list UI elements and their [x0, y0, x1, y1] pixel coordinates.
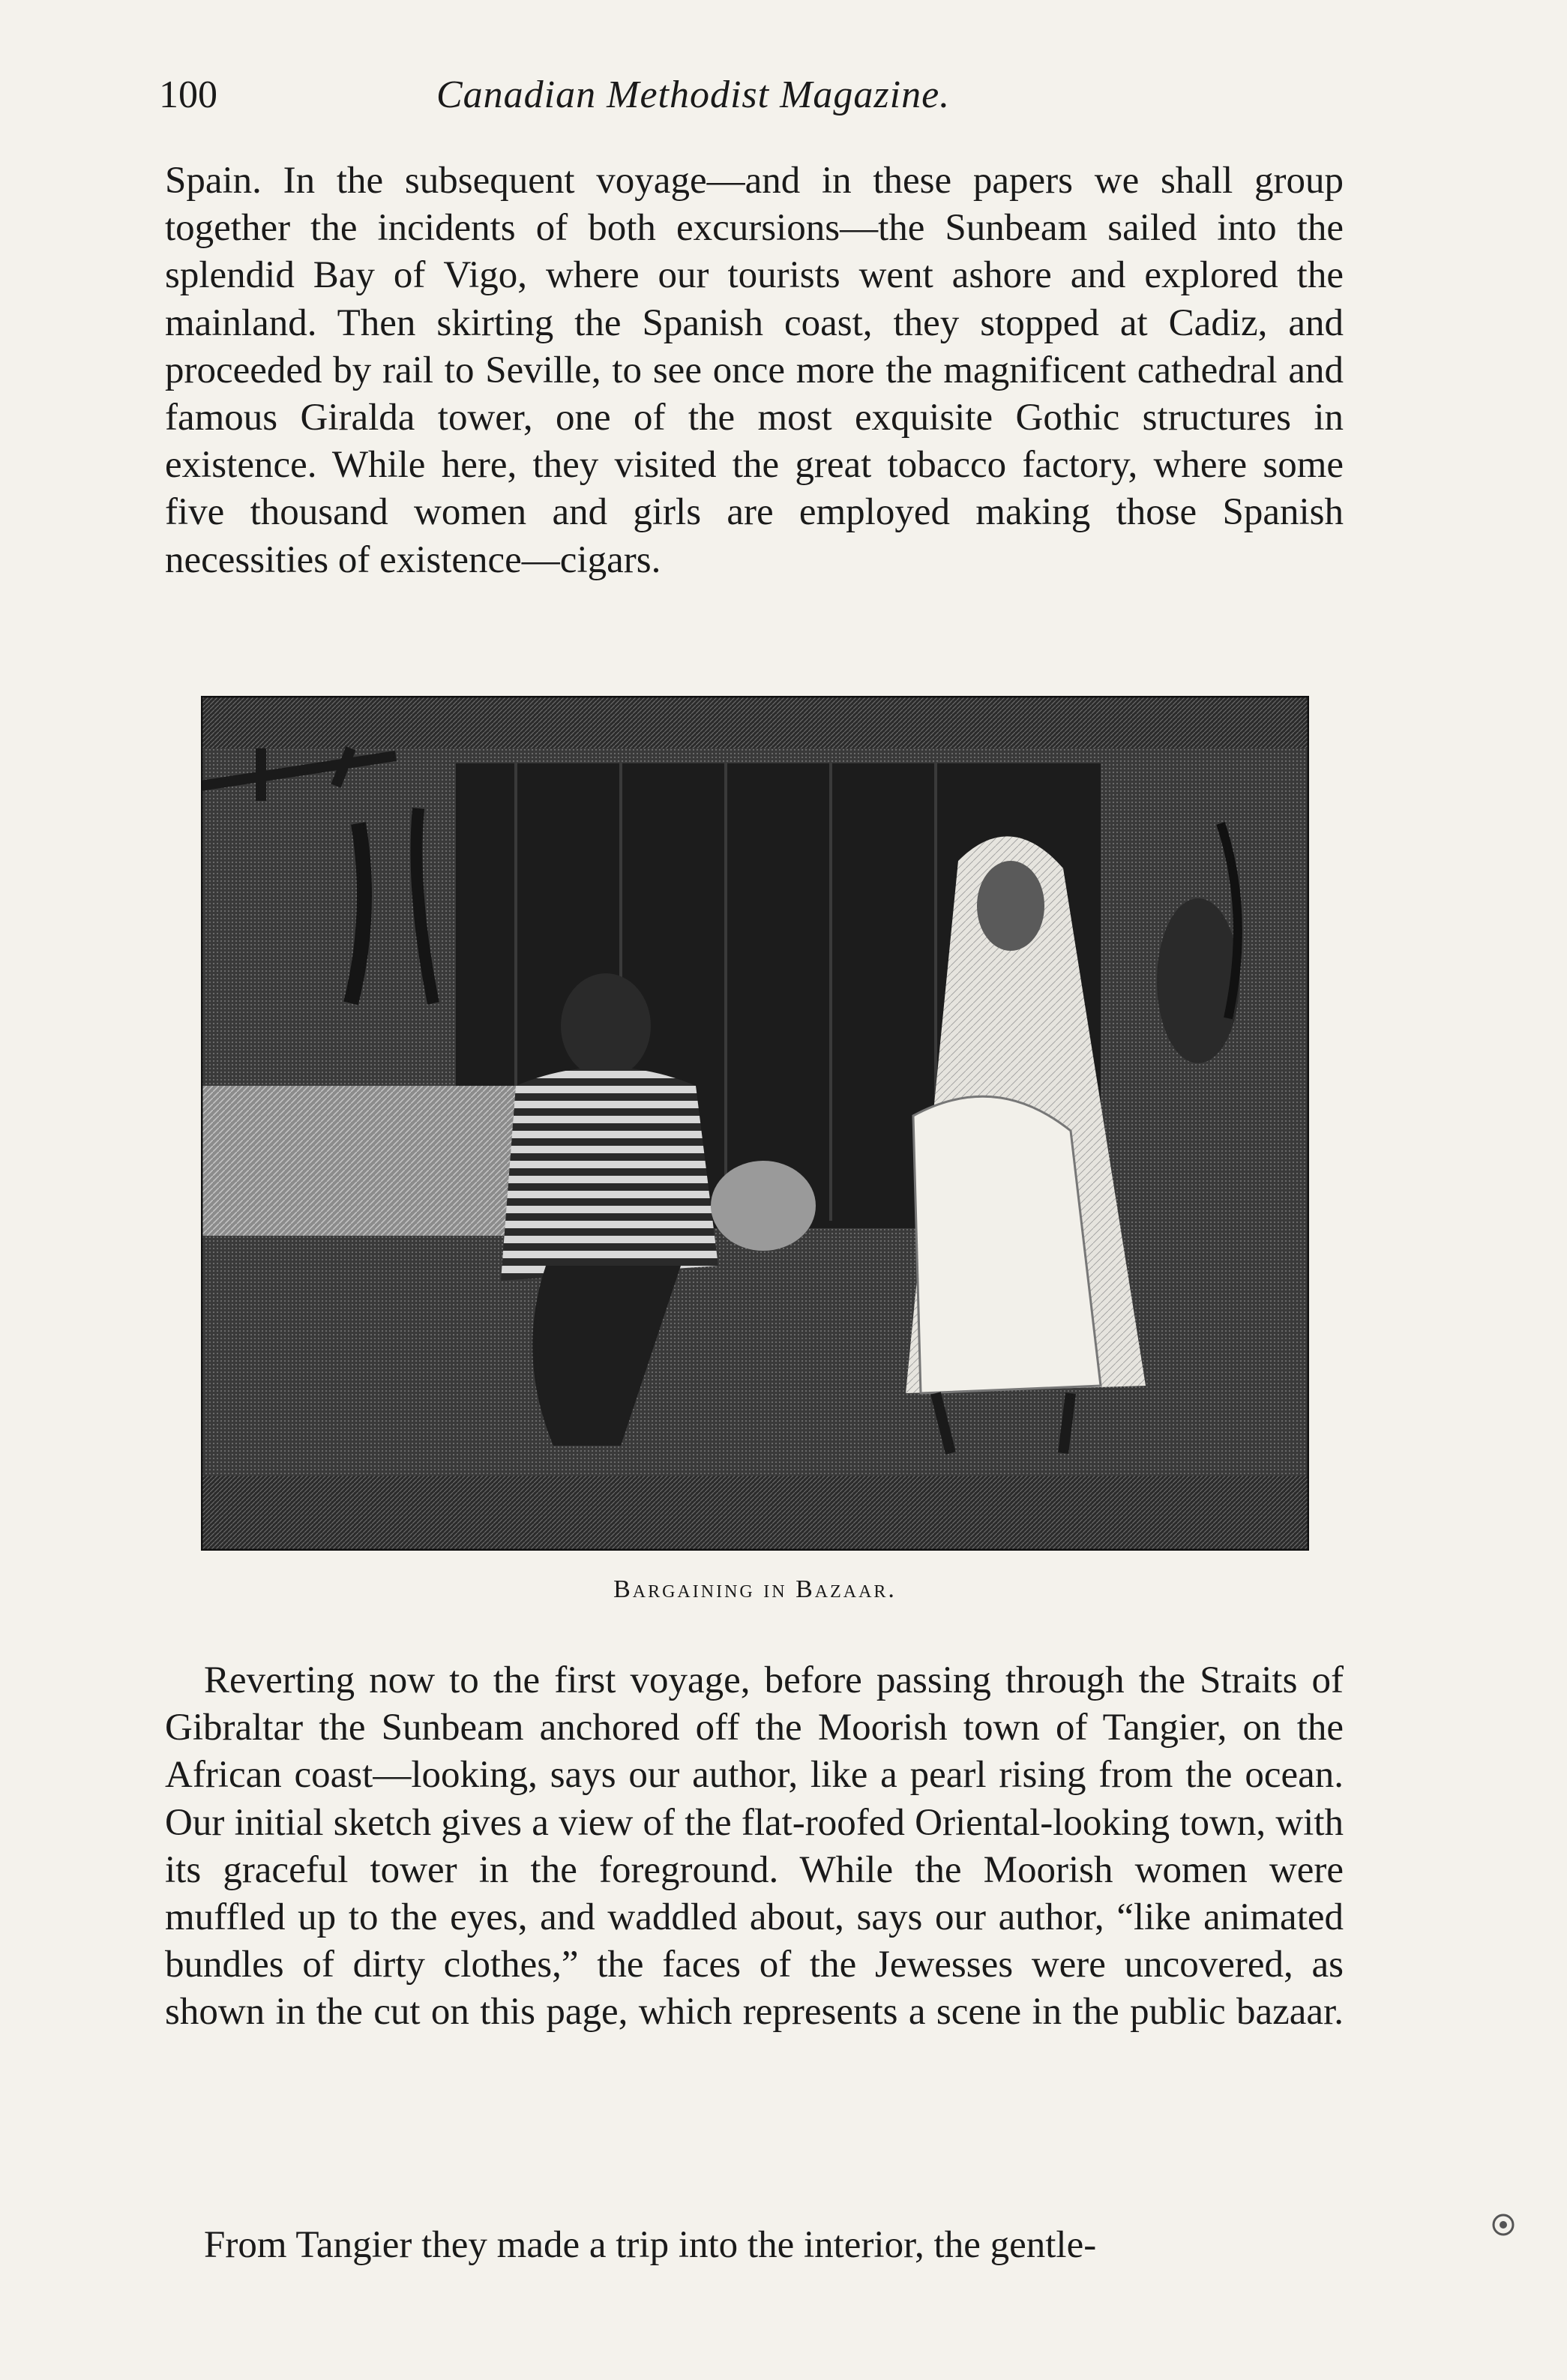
running-head [159, 69, 1344, 121]
page-number: 100 [159, 73, 217, 116]
margin-ornament-icon [1491, 2212, 1516, 2238]
journal-title: Canadian Methodist Magazine. [436, 73, 951, 116]
body-paragraph-3: From Tangier they made a trip into the interior, the gentle- [204, 2224, 1097, 2266]
body-paragraph-2: Reverting now to the first voyage, before passing through the Straits of Gibraltar the Sunbeam anchored off the Moorish town of Tangier, on the African coast—looking, says our author, like a pearl rising from the ocean. Our initial sketch gives a view of the flat-roofed Oriental-looking town, with its graceful tower in the foreground. While the Moorish women were muffled up to the eyes, and waddled about, says our author, “like animated bundles of dirty clothes,” the faces of the Jewesses were uncovered, as shown in the cut on this page, which represents a scene in the public bazaar. [165, 1659, 1344, 2034]
engraving-image [201, 696, 1309, 1551]
body-paragraph-1: Spain. In the subsequent voyage—and in these papers we shall group together the incidents of both excursions—the Sunbeam sailed into the splendid Bay of Vigo, where our tourists went ashore and explored the mainland. Then skirting the Spanish coast, they stopped at Cadiz, and proceeded by rail to Seville, to see once more the magnificent cathedral and famous Giralda tower, one of the most exquisite Gothic structures in existence. While here, they visited the great tobacco factory, where some five thousand women and girls are employed making those Spanish necessities of existence—cigars. [165, 160, 1344, 581]
bazaar-illustration [201, 696, 1309, 1551]
figure-caption: Bargaining in Bazaar. [613, 1575, 897, 1603]
